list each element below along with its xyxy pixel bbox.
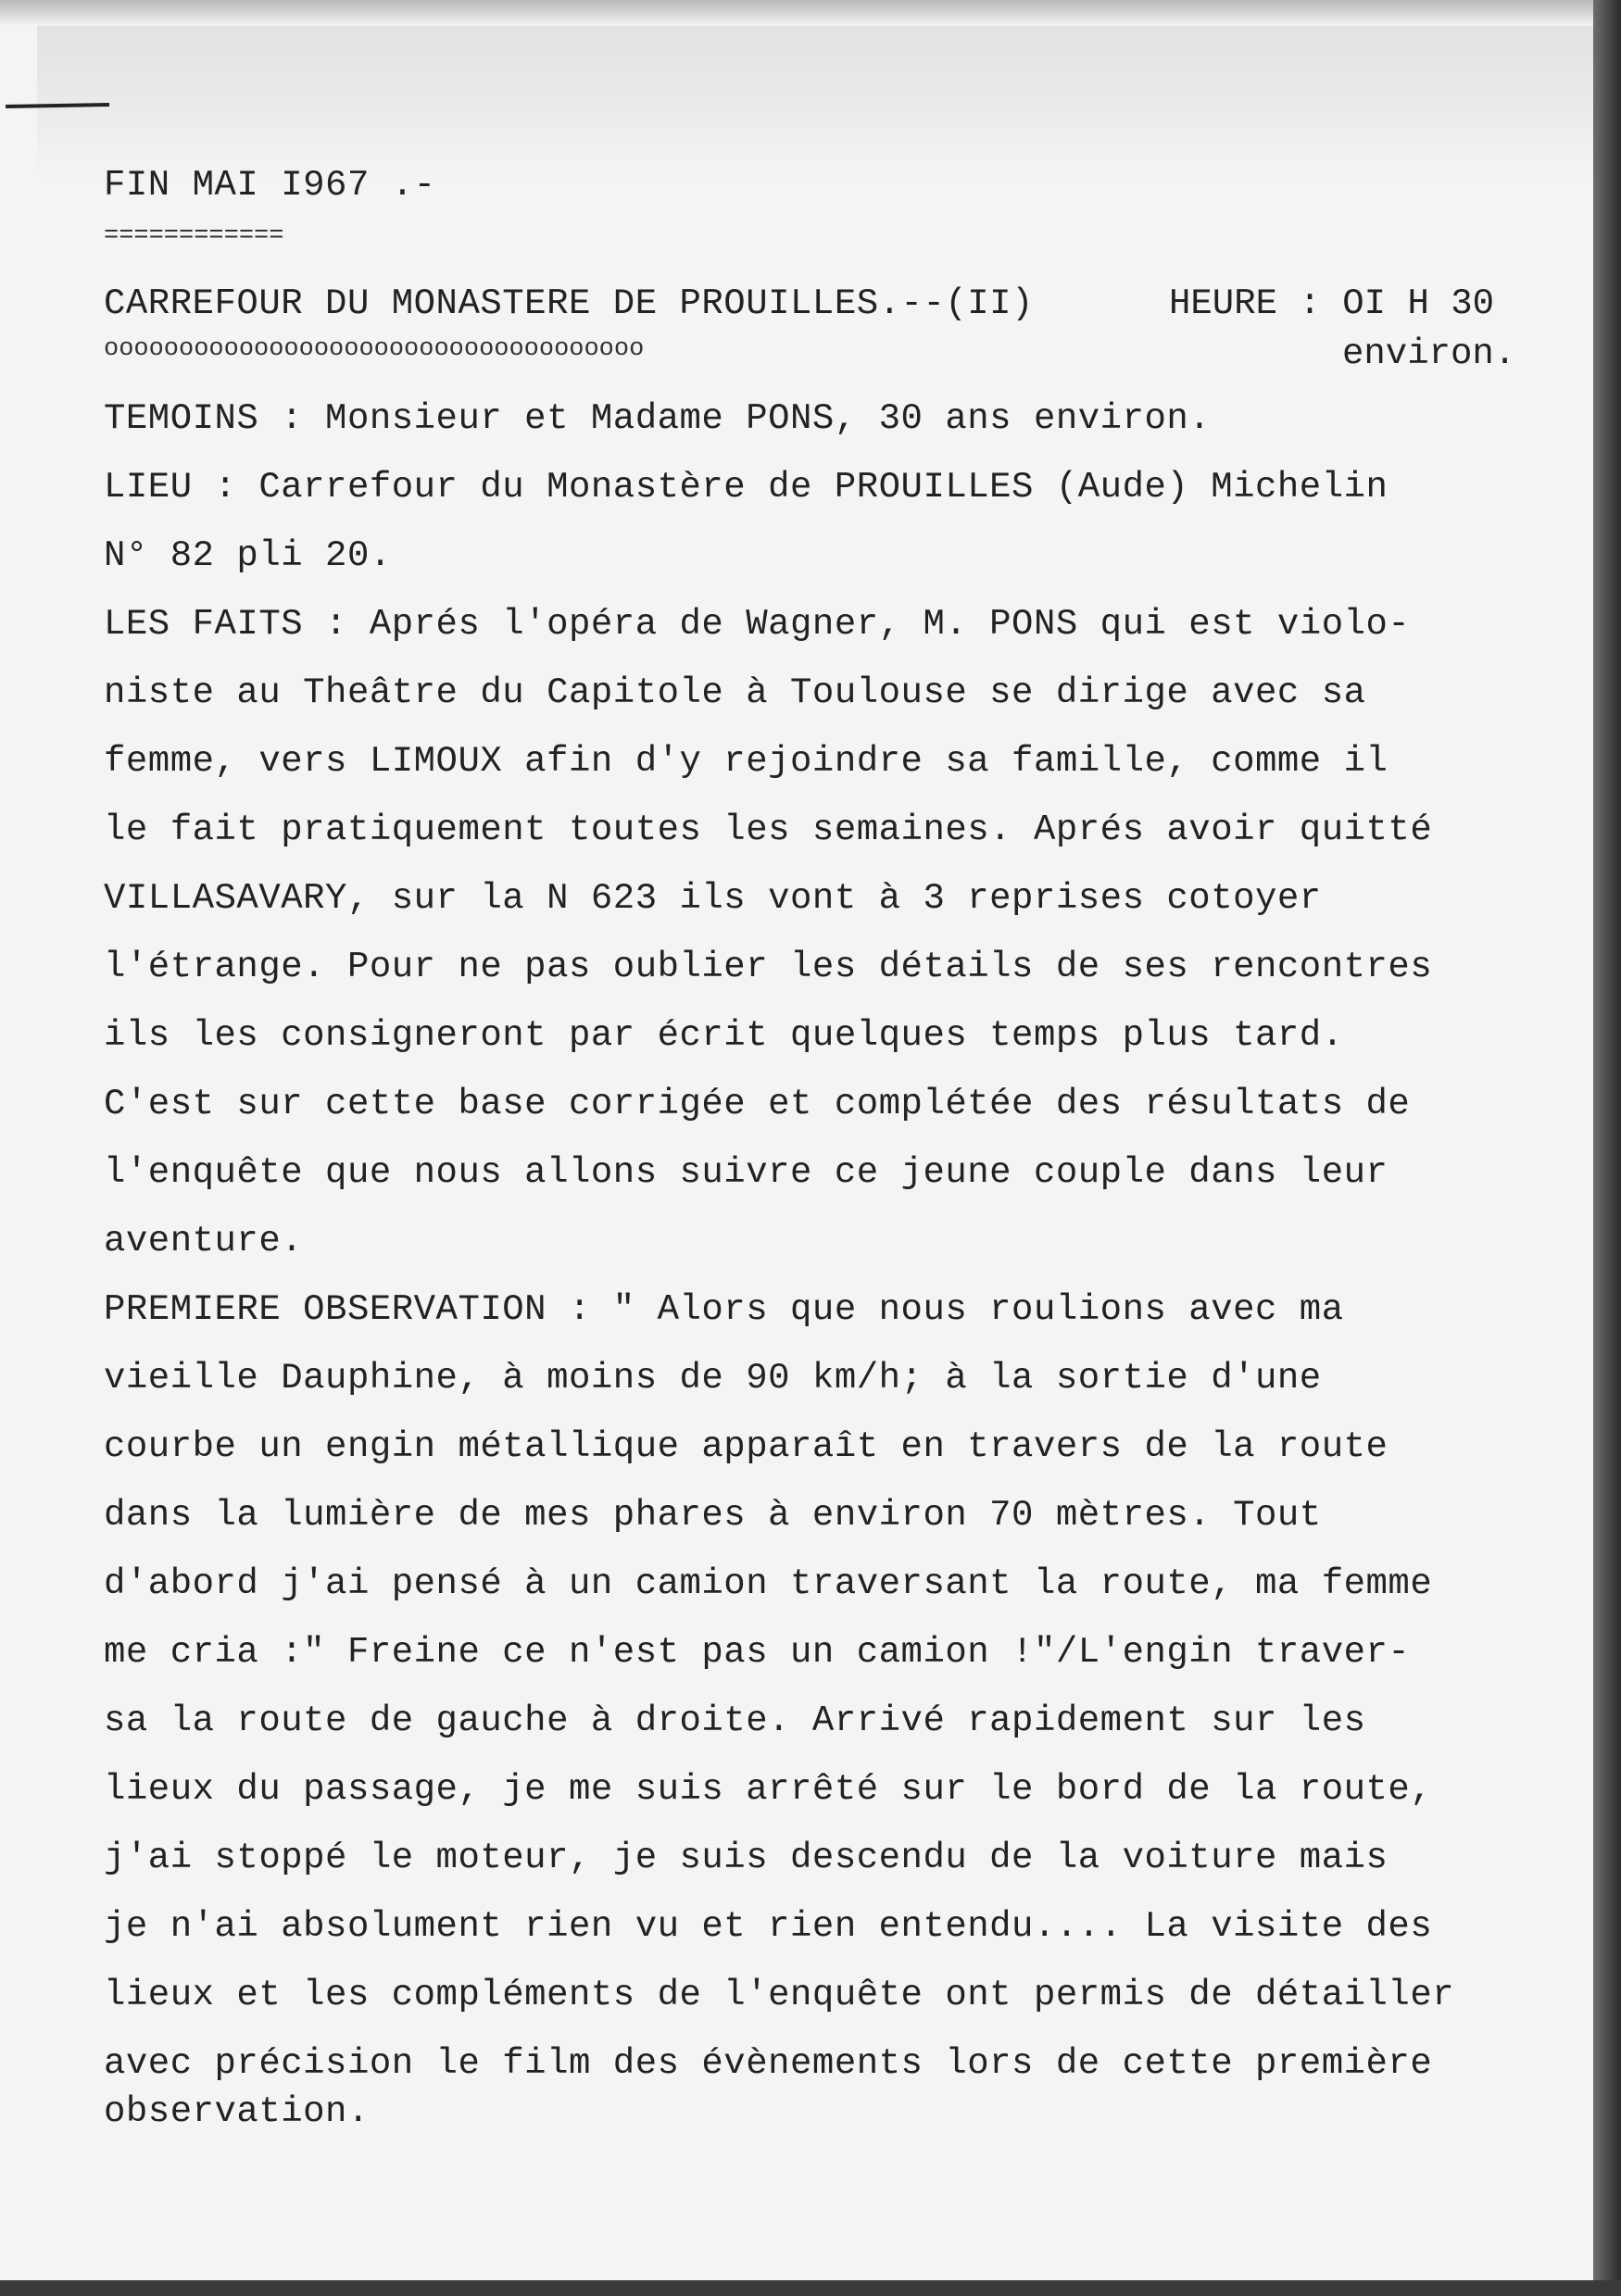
date-underline: ============ — [104, 222, 284, 250]
date-line: FIN MAI I967 .- — [104, 165, 436, 206]
body-line: C'est sur cette base corrigée et complétée des résultats de — [104, 1084, 1411, 1124]
body-line: d'abord j'ai pensé à un camion traversant la route, ma femme — [104, 1563, 1433, 1604]
body-line: courbe un engin métallique apparaît en travers de la route — [104, 1426, 1389, 1467]
body-line: aventure. — [104, 1221, 304, 1261]
bleed-through-band — [37, 26, 1593, 183]
time-note: environ. — [1342, 333, 1516, 374]
top-shadow — [0, 0, 1593, 26]
body-line: femme, vers LIMOUX afin d'y rejoindre sa famille, comme il — [104, 741, 1389, 782]
body-line: LIEU : Carrefour du Monastère de PROUILLES (Aude) Michelin — [104, 467, 1389, 508]
body-line: me cria :" Freine ce n'est pas un camion !"/L'engin traver- — [104, 1632, 1411, 1673]
body-line: lieux du passage, je me suis arrêté sur le bord de la route, — [104, 1769, 1433, 1810]
body-line: VILLASAVARY, sur la N 623 ils vont à 3 reprises cotoyer — [104, 878, 1322, 919]
body-line: LES FAITS : Aprés l'opéra de Wagner, M. PONS qui est violo- — [104, 604, 1411, 645]
body-line: l'enquête que nous allons suivre ce jeune couple dans leur — [104, 1152, 1389, 1193]
bottom-scan-edge — [0, 2280, 1621, 2296]
body-line: observation. — [104, 2091, 370, 2132]
body-line: l'étrange. Pour ne pas oublier les détails de ses rencontres — [104, 947, 1433, 987]
body-line: le fait pratiquement toutes les semaines. Aprés avoir quitté — [104, 809, 1433, 850]
body-line: N° 82 pli 20. — [104, 535, 392, 576]
body-line: dans la lumière de mes phares à environ 70 mètres. Tout — [104, 1495, 1322, 1536]
body-line: vieille Dauphine, à moins de 90 km/h; à la sortie d'une — [104, 1358, 1322, 1399]
body-line: PREMIERE OBSERVATION : " Alors que nous roulions avec ma — [104, 1289, 1344, 1330]
body-line: niste au Theâtre du Capitole à Toulouse se dirige avec sa — [104, 672, 1366, 713]
body-line: lieux et les compléments de l'enquête ont permis de détailler — [104, 1975, 1455, 2015]
body-line: sa la route de gauche à droite. Arrivé rapidement sur les — [104, 1700, 1366, 1741]
body-line: ils les consigneront par écrit quelques temps plus tard. — [104, 1015, 1344, 1056]
body-line: je n'ai absolument rien vu et rien entendu.... La visite des — [104, 1906, 1433, 1947]
title-underline: oooooooooooooooooooooooooooooooooooo — [104, 335, 645, 363]
body-line: j'ai stoppé le moteur, je suis descendu de la voiture mais — [104, 1838, 1389, 1878]
section-title: CARREFOUR DU MONASTERE DE PROUILLES.--(II) — [104, 283, 1034, 324]
time-label: HEURE : OI H 30 — [1169, 283, 1495, 324]
body-line: TEMOINS : Monsieur et Madame PONS, 30 ans environ. — [104, 398, 1212, 439]
right-scan-edge — [1593, 0, 1621, 2296]
body-line: avec précision le film des évènements lors de cette première — [104, 2043, 1433, 2084]
